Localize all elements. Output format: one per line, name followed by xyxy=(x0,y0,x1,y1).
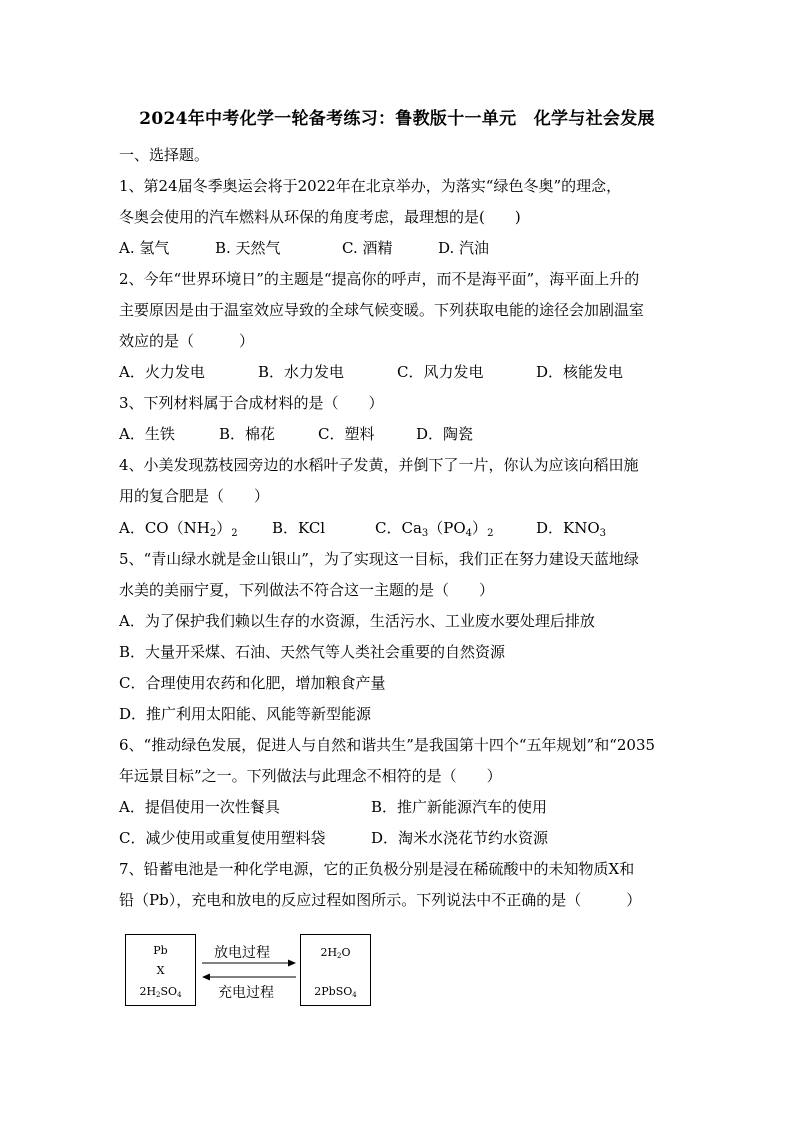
products-box xyxy=(300,934,371,1006)
q2-option-b: B．水力发电 xyxy=(258,363,345,381)
q4-option-c: C．$Ca_3(PO_4)_2$ xyxy=(375,519,494,539)
q4-option-d: D．$KNO_3$ xyxy=(536,519,607,539)
page-title: 2024年中考化学一轮备考练习：鲁教版十一单元 化学与社会发展 xyxy=(139,109,655,129)
q3-option-a: A．生铁 xyxy=(119,425,175,443)
question-4-stem-cont: 用的复合肥是（ ） xyxy=(119,487,270,505)
q5-option-b: B．大量开采煤、石油、天然气等人类社会重要的自然资源 xyxy=(119,643,506,661)
q1-option-d: D. 汽油 xyxy=(438,239,490,257)
q4-option-b: B．KCl xyxy=(272,519,326,537)
q6-option-c: C．减少使用或重复使用塑料袋 xyxy=(119,829,326,847)
question-4-stem: 4、小美发现荔枝园旁边的水稻叶子发黄，并倒下了一片，你认为应该向稻田施 xyxy=(119,456,639,474)
reactant-h2so4: $2H_2SO_4$ xyxy=(139,985,182,999)
question-7-stem: 7、铅蓄电池是一种化学电源，它的正负极分别是浸在稀硫酸中的未知物质X和 xyxy=(119,860,635,878)
q3-option-d: D．陶瓷 xyxy=(416,425,474,443)
q3-option-b: B．棉花 xyxy=(219,425,276,443)
q5-option-a: A．为了保护我们赖以生存的水资源，生活污水、工业废水要处理后排放 xyxy=(119,612,595,630)
question-5-stem: 5、“青山绿水就是金山银山”，为了实现这一目标，我们正在努力建设天蓝地绿 xyxy=(119,550,639,568)
question-1-stem-cont: 冬奥会使用的汽车燃料从环保的角度考虑，最理想的是( ) xyxy=(119,208,521,226)
discharge-label: 放电过程 xyxy=(214,945,270,961)
q6-option-d: D．淘米水浇花节约水资源 xyxy=(371,829,549,847)
question-5-stem-cont: 水美的美丽宁夏，下列做法不符合这一主题的是（ ） xyxy=(119,581,495,599)
q5-option-c: C．合理使用农药和化肥，增加粮食产量 xyxy=(119,674,386,692)
q3-option-c: C．塑料 xyxy=(318,425,375,443)
question-7-stem-cont: 铅（Pb），充电和放电的反应过程如图所示。下列说法中不正确的是（ ） xyxy=(119,891,642,909)
q6-option-b: B．推广新能源汽车的使用 xyxy=(371,798,548,816)
q2-option-c: C．风力发电 xyxy=(397,363,484,381)
question-2-stem-cont: 主要原因是由于温室效应导致的全球气候变暖。下列获取电能的途径会加剧温室 xyxy=(119,301,645,319)
question-6-stem-cont: 年远景目标”之一。下列做法与此理念不相符的是（ ） xyxy=(119,767,502,785)
reactant-x: X xyxy=(156,964,165,977)
question-2-stem-cont2: 效应的是（ ） xyxy=(119,332,255,350)
q5-option-d: D．推广利用太阳能、风能等新型能源 xyxy=(119,705,372,723)
reactant-pb: Pb xyxy=(153,944,168,957)
q2-option-d: D．核能发电 xyxy=(536,363,624,381)
product-pbso4: 2PbSO$_4$ xyxy=(314,985,357,999)
charge-arrowhead xyxy=(202,974,210,981)
discharge-arrowhead xyxy=(288,960,296,967)
reactants-box xyxy=(125,934,196,1006)
reaction-arrows xyxy=(200,957,298,983)
charge-label: 充电过程 xyxy=(218,985,274,1001)
question-6-stem: 6、“推动绿色发展，促进人与自然和谐共生”是我国第十四个“五年规划”和“2035 xyxy=(119,736,656,754)
question-2-stem: 2、今年“世界环境日”的主题是“提高你的呼声，而不是海平面”，海平面上升的 xyxy=(119,270,640,288)
q1-option-a: A. 氢气 xyxy=(119,239,170,257)
section-heading: 一、选择题。 xyxy=(119,146,210,164)
q1-option-b: B. 天然气 xyxy=(215,239,281,257)
question-1-stem: 1、第24届冬季奥运会将于2022年在北京举办，为落实“绿色冬奥”的理念， xyxy=(119,177,622,195)
q1-option-c: C. 酒精 xyxy=(342,239,393,257)
q4-option-a: A．$CO(NH_2)_2$ xyxy=(119,519,238,539)
q2-option-a: A．火力发电 xyxy=(119,363,205,381)
question-3-stem: 3、下列材料属于合成材料的是（ ） xyxy=(119,394,384,412)
q6-option-a: A．提倡使用一次性餐具 xyxy=(119,798,280,816)
product-water: $2H_2O$ xyxy=(320,946,351,960)
